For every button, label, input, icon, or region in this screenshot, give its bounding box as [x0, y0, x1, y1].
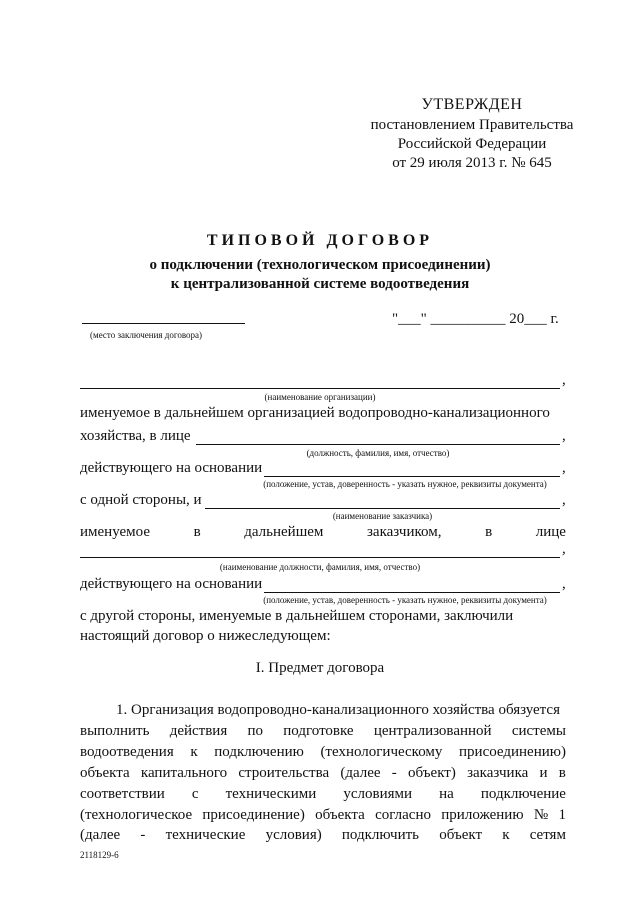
paragraph-word: (далее	[80, 827, 121, 844]
one-side-prefix: с одной стороны, и	[80, 492, 202, 508]
paragraph-word: по	[247, 722, 264, 739]
paragraph-line	[80, 784, 566, 805]
approval-block	[352, 96, 592, 173]
closing-text: настоящий договор о нижеследующем:	[80, 628, 331, 644]
organization-named-text: именуемое в дальнейшем организацией водопроводно-канализационного	[80, 405, 550, 421]
paragraph-word: (далее	[340, 764, 381, 781]
paragraph-word: с	[191, 785, 199, 802]
basis-blank-line[interactable]	[264, 476, 560, 477]
customer-blank-line[interactable]	[205, 508, 560, 509]
paragraph-word: сетям	[529, 827, 566, 844]
paragraph-word: подключить	[341, 827, 420, 844]
paragraph-word: водоотведения	[80, 743, 174, 760]
paragraph-word: объект	[439, 827, 483, 844]
paragraph-word: подготовке	[283, 722, 354, 739]
paragraph-word: №	[533, 806, 549, 823]
paragraph-word: (технологическое	[80, 806, 193, 823]
organization-caption: (наименование организации)	[264, 392, 376, 402]
customer-person-blank-line[interactable]	[80, 557, 560, 558]
document-subtitle: о подключении (технологическом присоединении)	[149, 257, 491, 273]
paragraph-word: в	[558, 764, 566, 781]
customer-caption: (наименование заказчика)	[332, 511, 433, 521]
person-prefix: хозяйства, в лице	[80, 428, 191, 444]
basis2-caption: (положение, устав, доверенность - указать нужное, реквизиты документа)	[263, 595, 547, 605]
customer-word: заказчиком,	[367, 524, 442, 540]
paragraph-word: выполнить	[80, 722, 150, 739]
comma: ,	[562, 460, 566, 476]
paragraph-word: подключение	[480, 785, 566, 802]
paragraph-word: соответствии	[80, 785, 165, 802]
section-heading: I. Предмет договора	[255, 660, 385, 676]
paragraph-line	[80, 763, 566, 784]
paragraph-word: действия	[169, 722, 228, 739]
document-title: ТИПОВОЙ ДОГОВОР	[206, 232, 434, 249]
comma: ,	[562, 492, 566, 508]
paragraph-word: капитального	[140, 764, 228, 781]
paragraph-word: объект)	[408, 764, 456, 781]
customer-word: дальнейшем	[244, 524, 324, 540]
comma: ,	[562, 428, 566, 444]
organization-blank-line[interactable]	[80, 388, 560, 389]
comma: ,	[562, 576, 566, 592]
paragraph-word: и	[539, 764, 548, 781]
paragraph-word: объекта	[315, 806, 365, 823]
person-blank-line[interactable]	[196, 444, 560, 445]
paragraph-word: технические	[165, 827, 246, 844]
paragraph-line	[80, 721, 566, 742]
closing-text: с другой стороны, именуемые в дальнейшем сторонами, заключили	[80, 608, 514, 624]
paragraph-word: объекта	[80, 764, 130, 781]
basis2-prefix: действующего на основании	[80, 576, 263, 592]
paragraph-line	[80, 805, 566, 826]
basis-caption: (положение, устав, доверенность - указать нужное, реквизиты документа)	[263, 479, 547, 489]
person-caption: (должность, фамилия, имя, отчество)	[306, 448, 450, 458]
paragraph-word: к	[190, 743, 198, 760]
paragraph-line: 1. Организация водопроводно-канализационного хозяйства обязуется	[116, 702, 560, 718]
approval-title: УТВЕРЖДЕН	[421, 96, 523, 113]
customer-word: в	[193, 524, 201, 540]
document-code: 2118129-6	[80, 850, 119, 860]
paragraph-line	[80, 742, 566, 763]
paragraph-word: -	[391, 764, 397, 781]
paragraph-word: (технологическому	[320, 743, 443, 760]
customer-word: именуемое	[80, 524, 150, 540]
paragraph-word: системы	[511, 722, 566, 739]
paragraph-1	[80, 700, 566, 846]
place-caption: (место заключения договора)	[90, 330, 203, 340]
paragraph-word: приложению	[441, 806, 524, 823]
paragraph-word: условиями	[343, 785, 413, 802]
paragraph-word: присоединение)	[202, 806, 305, 823]
approval-line: постановлением Правительства	[370, 117, 574, 133]
comma: ,	[562, 372, 566, 388]
paragraph-word: на	[439, 785, 454, 802]
approval-line: от 29 июля 2013 г. № 645	[392, 155, 552, 171]
customer-person-caption: (наименование должности, фамилия, имя, отчество)	[219, 562, 421, 572]
basis-prefix: действующего на основании	[80, 460, 263, 476]
place-blank-line[interactable]	[82, 323, 245, 324]
date-blank: "___" __________ 20___ г.	[392, 311, 559, 327]
paragraph-word: заказчика	[467, 764, 529, 781]
paragraph-word: техническими	[225, 785, 317, 802]
paragraph-word: подключению	[214, 743, 304, 760]
paragraph-word: присоединению)	[459, 743, 566, 760]
paragraph-line	[80, 825, 566, 846]
customer-word: лице	[535, 524, 566, 540]
paragraph-word: условия)	[265, 827, 322, 844]
document-subtitle: к централизованной системе водоотведения	[170, 276, 470, 292]
basis2-blank-line[interactable]	[264, 592, 560, 593]
customer-named-row	[80, 524, 566, 541]
customer-word: в	[485, 524, 493, 540]
paragraph-word: к	[502, 827, 510, 844]
paragraph-word: 1	[558, 806, 566, 823]
approval-line: Российской Федерации	[397, 136, 547, 152]
paragraph-word: -	[140, 827, 146, 844]
paragraph-word: согласно	[375, 806, 431, 823]
paragraph-word: централизованной	[373, 722, 492, 739]
paragraph-word: строительства	[238, 764, 330, 781]
comma: ,	[562, 541, 566, 557]
